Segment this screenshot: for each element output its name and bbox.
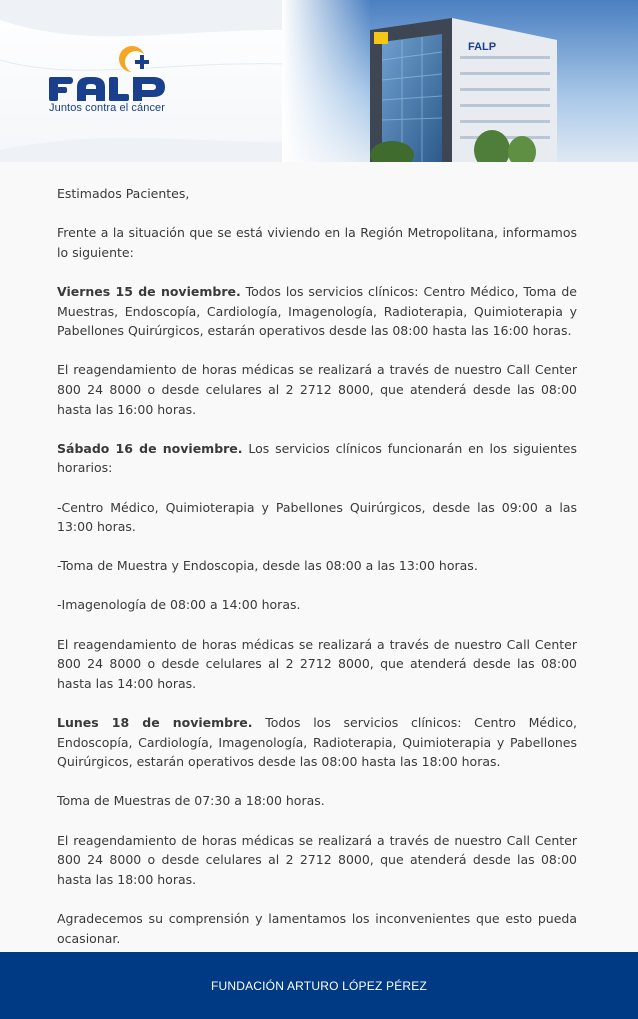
tagline-highlight: cáncer <box>131 102 166 114</box>
friday-paragraph: Viernes 15 de noviembre. Todos los servicios clínicos: Centro Médico, Toma de Muestras, Endoscopía, Cardiología, Imagenología, Radioterapia, Quimioterapia y Pabellones Quirúrgicos, estarán operativos desde las 08:00 hasta las 16:00 horas. <box>57 283 577 339</box>
monday-callcenter-paragraph: El reagendamiento de horas médicas se realizará a través de nuestro Call Center 800 24 8000 o desde celulares al 2 2712 8000, que atenderá desde las 08:00 hasta las 18:00 horas. <box>57 832 577 887</box>
monday-samples-paragraph: Toma de Muestras de 07:30 a 18:00 horas. <box>57 793 325 809</box>
saturday-callcenter-paragraph: El reagendamiento de horas médicas se realizará a través de nuestro Call Center 800 24 8000 o desde celulares al 2 2712 8000, que atenderá desde las 08:00 hasta las 14:00 horas. <box>57 636 577 691</box>
monday-paragraph: Lunes 18 de noviembre. Todos los servicios clínicos: Centro Médico, Endoscopía, Cardiología, Imagenología, Radioterapia, Quimioterapia y Pabellones Quirúrgicos, estarán operativos desde las 08:00 hasta las 18:00 horas. <box>57 715 577 770</box>
saturday-heading: Sábado 16 de noviembre. <box>57 440 243 456</box>
saturday-item: -Centro Médico, Quimioterapia y Pabellones Quirúrgicos, desde las 09:00 a las 13:00 horas. <box>57 499 577 535</box>
footer-organization-name: FUNDACIÓN ARTURO LÓPEZ PÉREZ <box>210 978 428 993</box>
friday-heading: Viernes 15 de noviembre. <box>57 283 241 299</box>
email-header <box>0 0 638 162</box>
saturday-item: -Toma de Muestra y Endoscopia, desde las 08:00 a las 13:00 horas. <box>57 558 478 574</box>
friday-callcenter-paragraph: El reagendamiento de horas médicas se realizará a través de nuestro Call Center 800 24 8000 o desde celulares al 2 2712 8000, que atenderá desde las 08:00 hasta las 16:00 horas. <box>57 362 577 417</box>
closing-paragraph: Agradecemos su comprensión y lamentamos los inconvenientes que esto pueda ocasionar. <box>57 910 577 946</box>
intro-paragraph: Frente a la situación que se está viviendo en la Región Metropolitana, informamos lo siguiente: <box>57 225 577 260</box>
email-footer <box>0 952 638 1019</box>
letter-body <box>0 162 638 952</box>
monday-heading: Lunes 18 de noviembre. <box>57 715 253 731</box>
saturday-item: -Imagenología de 08:00 a 14:00 horas. <box>57 597 301 613</box>
brand-tagline: Juntos contra el cáncer <box>49 102 166 114</box>
saturday-paragraph: Sábado 16 de noviembre. Los servicios clínicos funcionarán en los siguientes horarios: <box>57 440 577 476</box>
hospital-building-photo <box>282 0 638 162</box>
greeting: Estimados Pacientes, <box>57 186 190 201</box>
letter-text <box>57 184 577 968</box>
